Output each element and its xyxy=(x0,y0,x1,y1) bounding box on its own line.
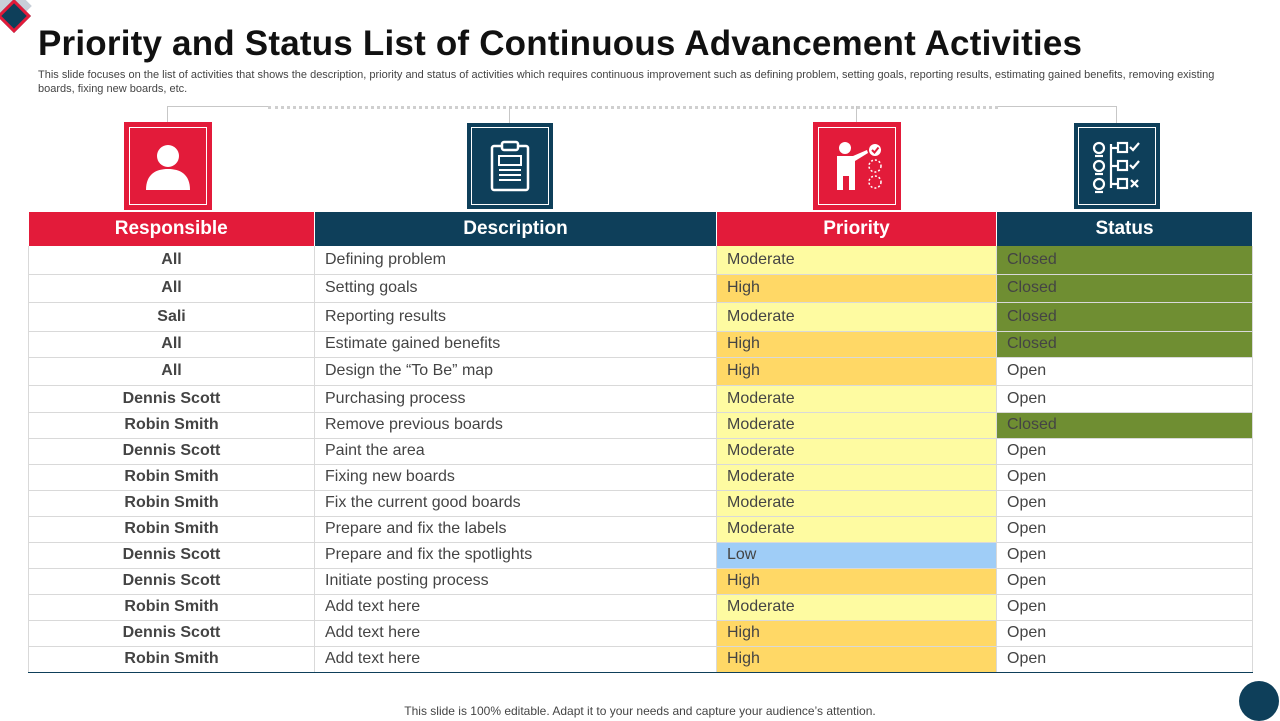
table-row xyxy=(29,357,1253,385)
table-row xyxy=(29,331,1253,357)
status-cell: Closed xyxy=(997,274,1253,302)
table-row xyxy=(29,412,1253,438)
priority-cell: Moderate xyxy=(717,412,997,438)
status-cell: Open xyxy=(997,438,1253,464)
header-status: Status xyxy=(997,212,1253,246)
priority-icon-box xyxy=(814,123,900,209)
table-row xyxy=(29,516,1253,542)
responsible-cell: Robin Smith xyxy=(29,594,315,620)
connector-dotted-line xyxy=(268,106,998,113)
description-cell: Add text here xyxy=(315,646,717,672)
status-icon-box xyxy=(1074,123,1160,209)
presenter-checklist-icon xyxy=(827,138,887,194)
responsible-cell: Dennis Scott xyxy=(29,620,315,646)
priority-cell: High xyxy=(717,274,997,302)
priority-cell: High xyxy=(717,331,997,357)
header-priority: Priority xyxy=(717,212,997,246)
description-cell: Prepare and fix the labels xyxy=(315,516,717,542)
status-cell: Closed xyxy=(997,412,1253,438)
status-cell: Open xyxy=(997,646,1253,672)
status-cell: Open xyxy=(997,490,1253,516)
responsible-cell: Robin Smith xyxy=(29,646,315,672)
responsible-icon-box xyxy=(125,123,211,209)
status-cell: Open xyxy=(997,568,1253,594)
table-row xyxy=(29,568,1253,594)
status-cell: Open xyxy=(997,385,1253,412)
slide-subtitle: This slide focuses on the list of activities that shows the description, priority and status of activities which requires continuous improvement such as defining problem, setting goals, reporting results, estimating gained benefits, removing existing boards, fixing new boards, etc. xyxy=(38,69,1215,95)
table-row xyxy=(29,246,1253,274)
priority-cell: Moderate xyxy=(717,438,997,464)
table-row xyxy=(29,620,1253,646)
priority-cell: High xyxy=(717,620,997,646)
description-cell: Design the “To Be” map xyxy=(315,357,717,385)
description-cell: Reporting results xyxy=(315,302,717,331)
priority-cell: High xyxy=(717,568,997,594)
priority-cell: High xyxy=(717,646,997,672)
responsible-cell: Robin Smith xyxy=(29,412,315,438)
status-cell: Open xyxy=(997,542,1253,568)
description-cell: Defining problem xyxy=(315,246,717,274)
status-cell: Open xyxy=(997,620,1253,646)
slide-title: Priority and Status List of Continuous Advancement Activities xyxy=(38,24,1083,63)
responsible-cell: All xyxy=(29,357,315,385)
responsible-cell: Dennis Scott xyxy=(29,568,315,594)
description-cell: Initiate posting process xyxy=(315,568,717,594)
status-cell: Closed xyxy=(997,302,1253,331)
corner-circle-decoration xyxy=(1239,681,1279,721)
responsible-cell: Robin Smith xyxy=(29,490,315,516)
slide-footer: This slide is 100% editable. Adapt it to your needs and capture your audience’s attention. xyxy=(404,704,876,718)
description-cell: Add text here xyxy=(315,594,717,620)
description-cell: Fix the current good boards xyxy=(315,490,717,516)
connector-line xyxy=(167,106,268,107)
status-cell: Closed xyxy=(997,331,1253,357)
table-row xyxy=(29,594,1253,620)
clipboard-icon xyxy=(486,140,534,192)
table-row xyxy=(29,302,1253,331)
connector-drop xyxy=(1116,106,1117,123)
table-row xyxy=(29,490,1253,516)
responsible-cell: All xyxy=(29,274,315,302)
table-body xyxy=(29,246,1253,672)
table-row xyxy=(29,274,1253,302)
table-row xyxy=(29,542,1253,568)
description-cell: Setting goals xyxy=(315,274,717,302)
table-row xyxy=(29,464,1253,490)
responsible-cell: Sali xyxy=(29,302,315,331)
priority-cell: Low xyxy=(717,542,997,568)
description-cell: Paint the area xyxy=(315,438,717,464)
priority-cell: Moderate xyxy=(717,302,997,331)
status-cell: Open xyxy=(997,464,1253,490)
person-icon xyxy=(142,140,194,192)
responsible-cell: All xyxy=(29,246,315,274)
status-checklist-icon xyxy=(1089,138,1145,194)
status-cell: Open xyxy=(997,516,1253,542)
status-cell: Closed xyxy=(997,246,1253,274)
connector-drop xyxy=(509,106,510,123)
responsible-cell: Dennis Scott xyxy=(29,385,315,412)
description-icon-box xyxy=(467,123,553,209)
status-cell: Open xyxy=(997,357,1253,385)
connector-line xyxy=(998,106,1117,107)
description-cell: Prepare and fix the spotlights xyxy=(315,542,717,568)
priority-cell: Moderate xyxy=(717,594,997,620)
priority-cell: Moderate xyxy=(717,464,997,490)
description-cell: Add text here xyxy=(315,620,717,646)
responsible-cell: Robin Smith xyxy=(29,464,315,490)
description-cell: Remove previous boards xyxy=(315,412,717,438)
table-row xyxy=(29,646,1253,672)
description-cell: Purchasing process xyxy=(315,385,717,412)
responsible-cell: All xyxy=(29,331,315,357)
description-cell: Estimate gained benefits xyxy=(315,331,717,357)
responsible-cell: Dennis Scott xyxy=(29,438,315,464)
priority-cell: Moderate xyxy=(717,246,997,274)
responsible-cell: Dennis Scott xyxy=(29,542,315,568)
header-responsible: Responsible xyxy=(29,212,315,246)
status-cell: Open xyxy=(997,594,1253,620)
connector-drop xyxy=(856,106,857,123)
priority-cell: Moderate xyxy=(717,516,997,542)
responsible-cell: Robin Smith xyxy=(29,516,315,542)
table-row xyxy=(29,438,1253,464)
connector-drop xyxy=(167,106,168,123)
priority-cell: Moderate xyxy=(717,490,997,516)
priority-cell: High xyxy=(717,357,997,385)
activities-table xyxy=(28,212,1253,673)
table-row xyxy=(29,385,1253,412)
priority-cell: Moderate xyxy=(717,385,997,412)
corner-decoration xyxy=(0,0,28,30)
header-description: Description xyxy=(315,212,717,246)
description-cell: Fixing new boards xyxy=(315,464,717,490)
